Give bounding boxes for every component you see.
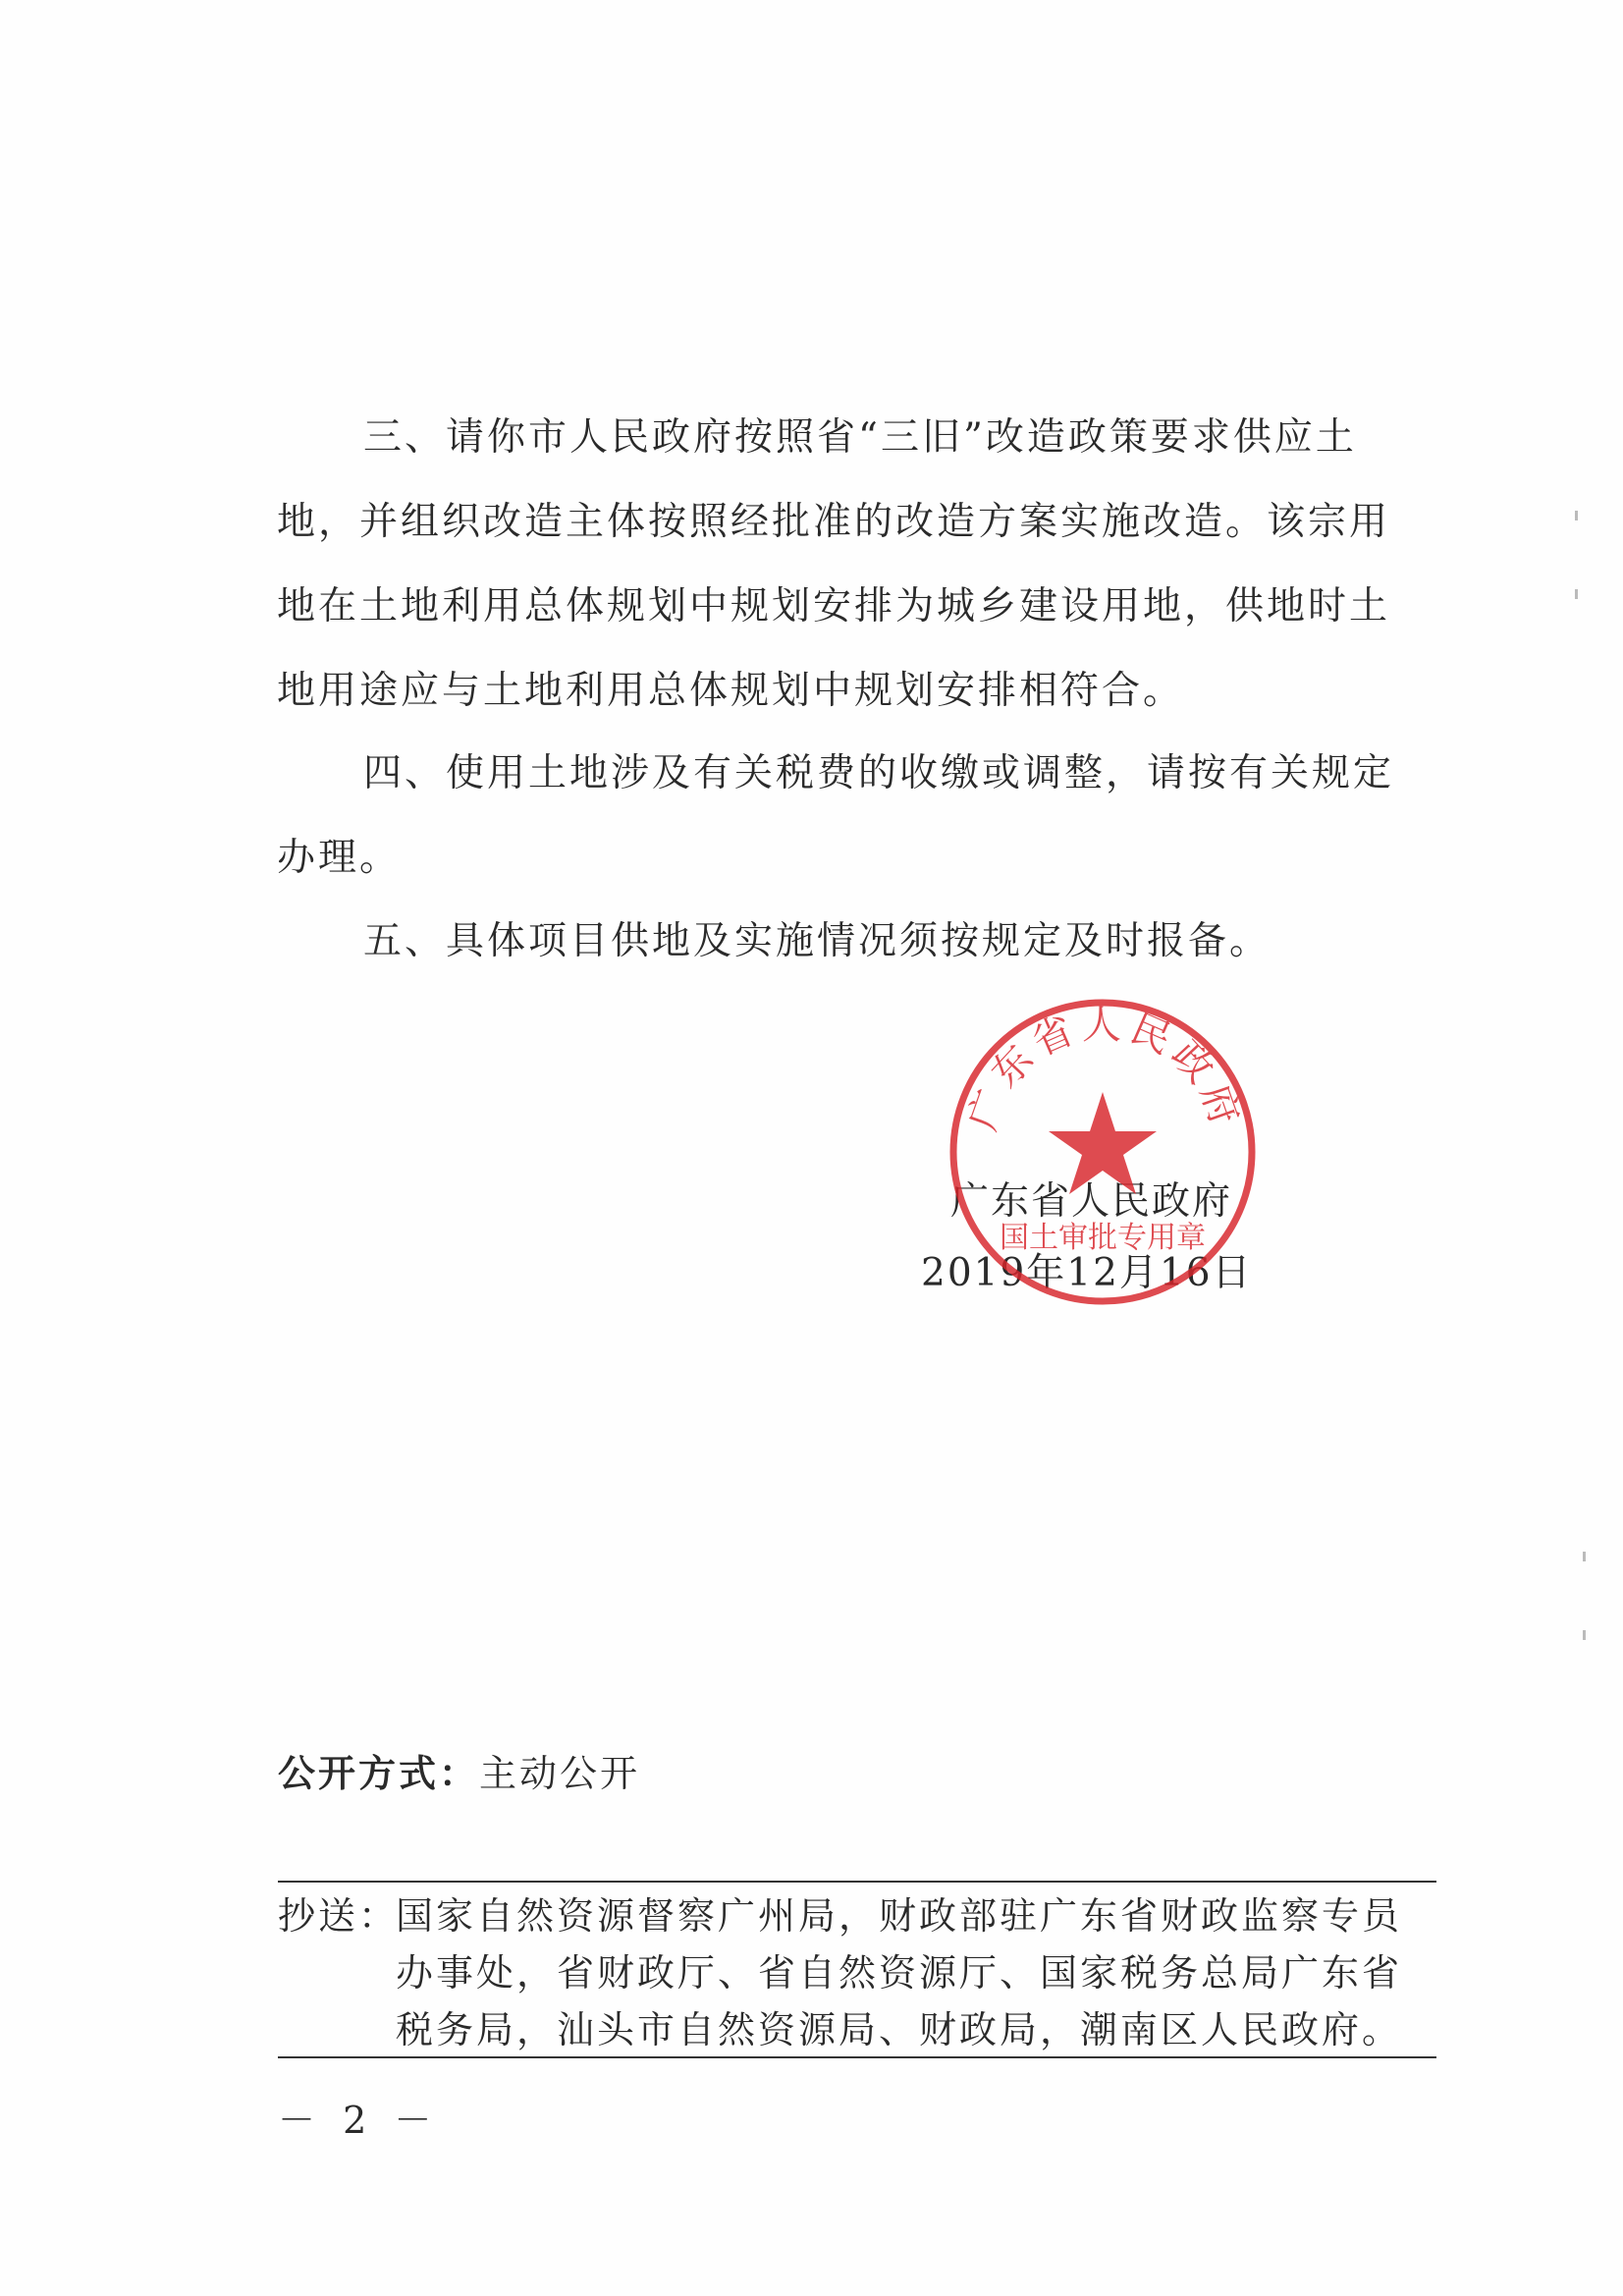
seal-star-icon xyxy=(1049,1092,1157,1194)
seal-bottom-text: 国土审批专用章 xyxy=(1000,1221,1206,1255)
scan-mark xyxy=(1583,1552,1586,1561)
signature-organization: 广东省人民政府 xyxy=(950,1179,1233,1224)
body-paragraph-5: 五、具体项目供地及实施情况须按规定及时报备。 xyxy=(363,919,1271,963)
scan-mark xyxy=(1575,511,1578,520)
cc-label: 抄送： xyxy=(278,1894,400,1938)
official-seal xyxy=(945,994,1261,1310)
body-paragraph-4: 四、使用土地涉及有关税费的收缴或调整，请按有关规定办理。 xyxy=(277,751,1395,880)
cc-recipients: 国家自然资源督察广州局，财政部驻广东省财政监察专员办事处，省财政厅、省自然资源厅、国家税务总局广东省税务局，汕头市自然资源局、财政局，潮南区人民政府。 xyxy=(396,1894,1403,2051)
disclosure-value: 主动公开 xyxy=(479,1752,641,1795)
seal-arc-text: 广东省人民政府 xyxy=(959,1003,1250,1136)
disclosure-line xyxy=(278,1743,640,1797)
signature-date: 2019年12月16日 xyxy=(921,1251,1253,1295)
disclosure-label: 公开方式： xyxy=(278,1752,480,1795)
page-number: － 2 － xyxy=(278,2099,440,2142)
scan-mark xyxy=(1575,589,1578,599)
body-paragraph-3: 三、请你市人民政府按照省“三旧”改造政策要求供应土地，并组织改造主体按照经批准的改造方案实施改造。该宗用地在土地利用总体规划中规划安排为城乡建设用地，供地时土地用途应与土地利用总体规划中规划安排相符合。 xyxy=(277,415,1391,713)
scan-mark xyxy=(1583,1630,1586,1640)
cc-bottom-rule xyxy=(278,2056,1436,2058)
cc-top-rule xyxy=(278,1881,1436,1883)
cc-block xyxy=(278,1887,1436,2058)
